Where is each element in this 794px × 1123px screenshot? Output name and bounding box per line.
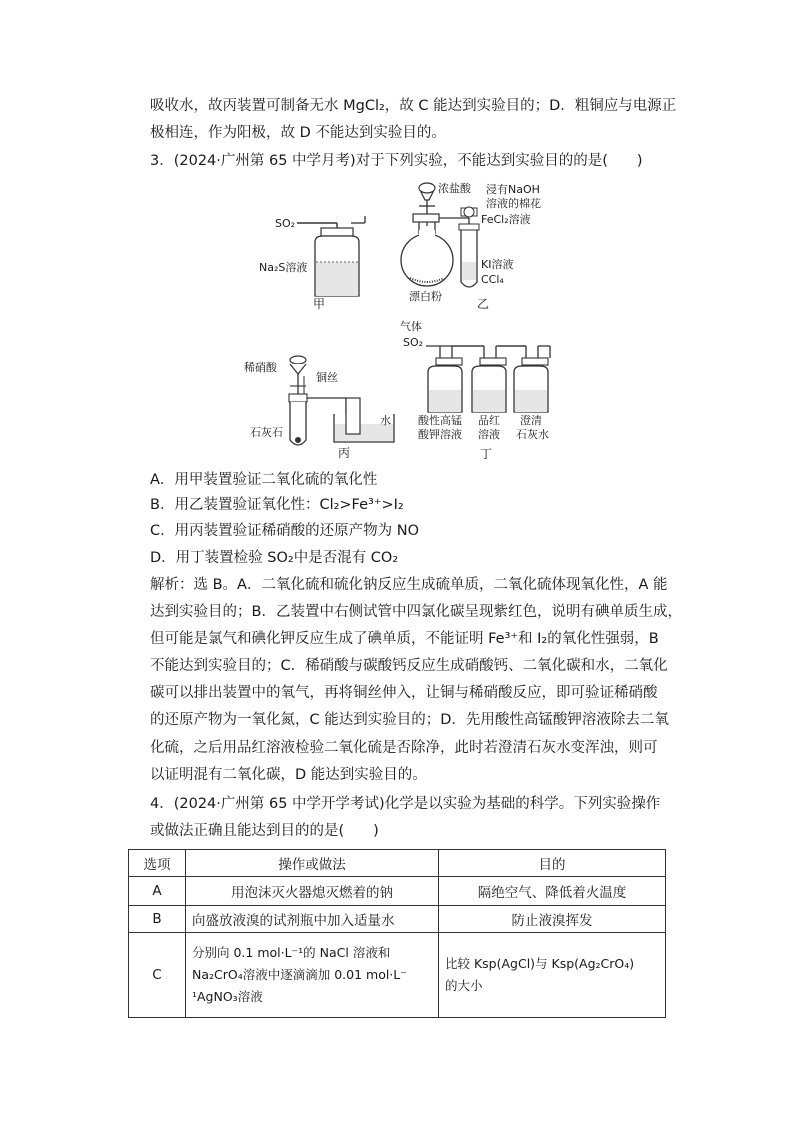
q3-option-a: A．用甲装置验证二氧化硫的氧化性 xyxy=(150,472,378,488)
table-header: 选项 xyxy=(129,850,186,877)
table-cell-option: C xyxy=(129,933,186,1018)
ding-gas-label-1: 气体 xyxy=(400,320,422,333)
ding-b3-label-2: 石灰水 xyxy=(516,428,549,441)
yi-naoh-label-2: 溶液的棉花 xyxy=(486,197,541,210)
ding-b1-label-2: 酸钾溶液 xyxy=(418,428,462,441)
q3-analysis-line: 解析：选 B。A．二氧化硫和硫化钠反应生成硫单质，二氧化硫体现氧化性，A 能 xyxy=(150,577,668,593)
ding-bottle-1 xyxy=(428,358,462,412)
ding-bottle-3 xyxy=(514,358,548,412)
q3-analysis-line: 达到实验目的；B．乙装置中右侧试管中四氯化碳呈现紫红色，说明有碘单质生成， xyxy=(150,604,682,620)
ding-b2-label-2: 溶液 xyxy=(478,428,500,441)
q4-stem-2: 或做法正确且能达到目的的是( ) xyxy=(150,823,379,839)
jia-name: 甲 xyxy=(313,297,326,311)
ding-b2-label-1: 品红 xyxy=(478,414,500,427)
table-cell-operation: 向盛放液溴的试剂瓶中加入适量水 xyxy=(186,906,439,933)
yi-fecl2-label: FeCl₂溶液 xyxy=(481,213,531,226)
yi-bleach-label: 漂白粉 xyxy=(409,290,442,303)
table-row xyxy=(129,933,666,1018)
q3-stem: 3．(2024·广州第 65 中学月考)对于下列实验，不能达到实验目的的是( ) xyxy=(150,153,643,169)
q3-analysis-line: 的还原产物为一氧化氮，C 能达到实验目的；D．先用酸性高锰酸钾溶液除去二氧 xyxy=(150,712,669,728)
ding-b3-label-1: 澄清 xyxy=(520,414,542,427)
table-row xyxy=(129,877,666,906)
table-cell-goal xyxy=(439,933,666,1018)
table-cell-goal: 防止液溴挥发 xyxy=(439,906,666,933)
operation-line: Na₂CrO₄溶液中逐滴滴加 0.01 mol·L⁻ xyxy=(192,967,407,982)
table-cell-option: B xyxy=(129,906,186,933)
table-header: 目的 xyxy=(439,850,666,877)
q3-analysis-line: 以证明混有二氧化碳，D 能达到实验目的。 xyxy=(150,767,427,783)
apparatus-bing-ding xyxy=(240,318,570,464)
apparatus-jia xyxy=(259,216,365,311)
goal-line: 比较 Ksp(AgCl)与 Ksp(Ag₂CrO₄) xyxy=(445,956,635,971)
yi-ccl4-label: CCl₄ xyxy=(481,273,504,286)
apparatus-ding xyxy=(400,319,550,461)
yi-acid-label: 浓盐酸 xyxy=(438,182,471,195)
q3-option-c: C．用丙装置验证稀硝酸的还原产物为 NO xyxy=(150,523,419,539)
jia-gas-label: SO₂ xyxy=(275,217,296,230)
table-header: 操作或做法 xyxy=(186,850,439,877)
ding-name: 丁 xyxy=(480,447,493,461)
table-cell-option: A xyxy=(129,877,186,906)
ding-bottle-2 xyxy=(472,358,506,412)
ding-gas-label-2: SO₂ xyxy=(403,336,424,349)
operation-line: ¹AgNO₃溶液 xyxy=(192,989,263,1004)
yi-ki-label: KI溶液 xyxy=(481,258,514,271)
intro-line-1: 吸收水，故丙装置可制备无水 MgCl₂，故 C 能达到实验目的；D．粗铜应与电源正 xyxy=(150,98,677,114)
q4-table xyxy=(128,849,666,1018)
bing-cu-label: 铜丝 xyxy=(316,371,338,384)
operation-line: 分别向 0.1 mol·L⁻¹的 NaCl 溶液和 xyxy=(192,945,391,960)
apparatus-yi xyxy=(401,181,541,311)
apparatus-jia-yi xyxy=(255,176,555,316)
table-cell-operation: 用泡沫灭火器熄灭燃着的钠 xyxy=(186,877,439,906)
q3-analysis-line: 不能达到实验目的；C．稀硝酸与碳酸钙反应生成硝酸钙、二氧化碳和水，二氧化 xyxy=(150,658,668,674)
yi-naoh-label-1: 浸有NaOH xyxy=(486,183,540,196)
bing-water-label: 水 xyxy=(380,414,391,427)
jia-solution-label: Na₂S溶液 xyxy=(259,261,308,274)
goal-line: 的大小 xyxy=(445,978,483,993)
table-cell-operation xyxy=(186,933,439,1018)
intro-line-2: 极相连，作为阳极，故 D 不能达到实验目的。 xyxy=(150,125,446,141)
q3-option-b: B．用乙装置验证氧化性：Cl₂>Fe³⁺>I₂ xyxy=(150,497,404,513)
table-cell-goal: 隔绝空气、降低着火温度 xyxy=(439,877,666,906)
table-header-row xyxy=(129,850,666,877)
q3-analysis-line: 碳可以排出装置中的氧气，再将铜丝伸入，让铜与稀硝酸反应，即可验证稀硝酸 xyxy=(150,685,658,701)
q4-stem-1: 4．(2024·广州第 65 中学开学考试)化学是以实验为基础的科学。下列实验操作 xyxy=(150,796,661,812)
apparatus-bing xyxy=(244,356,394,460)
q3-analysis-line: 但可能是氯气和碘化钾反应生成了碘单质，不能证明 Fe³⁺和 I₂的氧化性强弱，B xyxy=(150,631,659,647)
bing-acid-label: 稀硝酸 xyxy=(244,361,277,374)
q3-option-d: D．用丁装置检验 SO₂中是否混有 CO₂ xyxy=(150,550,399,566)
bing-lime-label: 石灰石 xyxy=(250,426,283,439)
table-row xyxy=(129,906,666,933)
bing-name: 丙 xyxy=(338,446,351,460)
q3-analysis-line: 化硫，之后用品红溶液检验二氧化硫是否除净，此时若澄清石灰水变浑浊，则可 xyxy=(150,740,658,756)
yi-name: 乙 xyxy=(477,297,490,311)
ding-b1-label-1: 酸性高锰 xyxy=(418,414,462,427)
